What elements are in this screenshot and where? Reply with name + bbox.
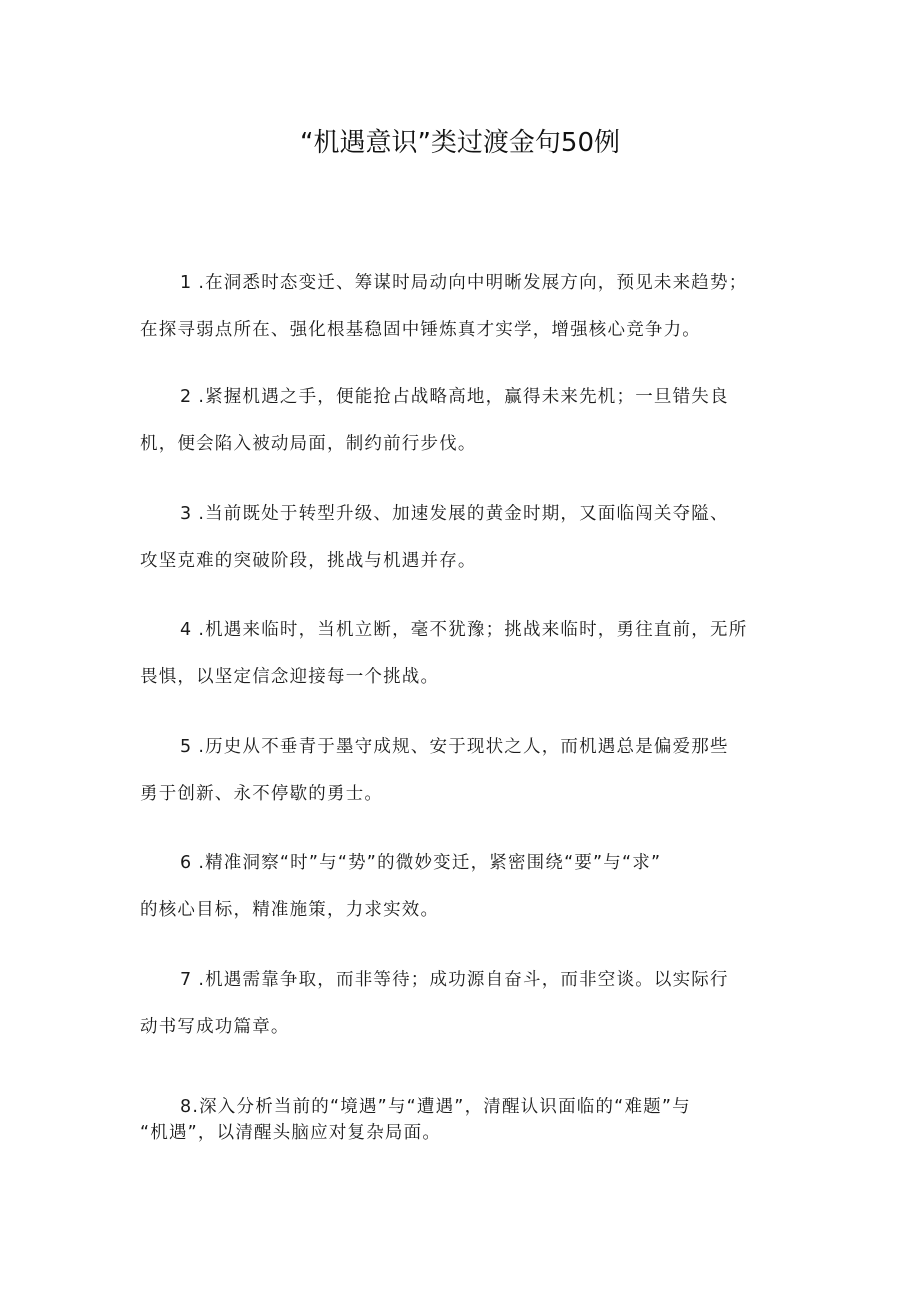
item-number: 2 bbox=[180, 387, 193, 407]
item-separator: . bbox=[198, 620, 206, 640]
item-text-line-2: “机遇”，以清醒头脑应对复杂局面。 bbox=[140, 1123, 442, 1143]
item-text-line-1: 紧握机遇之手，便能抢占战略高地，赢得未来先机；一旦错失良 bbox=[205, 387, 729, 407]
item-text-line-1: 精准洞察“时”与“势”的微妙变迁，紧密围绕“要”与“求” bbox=[205, 853, 662, 873]
item-line-1 bbox=[140, 1097, 790, 1117]
list-item bbox=[140, 387, 790, 454]
item-text-line-2: 攻坚克难的突破阶段，挑战与机遇并存。 bbox=[140, 551, 477, 571]
item-line-1 bbox=[140, 620, 790, 640]
item-number: 3 bbox=[180, 504, 193, 524]
item-separator: . bbox=[198, 853, 206, 873]
item-line-1 bbox=[140, 853, 790, 873]
item-separator: . bbox=[192, 1097, 200, 1117]
item-text-line-2: 在探寻弱点所在、强化根基稳固中锤炼真才实学，增强核心竞争力。 bbox=[140, 320, 701, 340]
item-text-line-1: 深入分析当前的“境遇”与“遭遇”，清醒认识面临的“难题”与 bbox=[199, 1097, 691, 1117]
item-text-line-2: 动书写成功篇章。 bbox=[140, 1017, 290, 1037]
list-item bbox=[140, 1097, 790, 1143]
list-item bbox=[140, 970, 790, 1037]
item-text-line-1: 当前既处于转型升级、加速发展的黄金时期，又面临闯关夺隘、 bbox=[205, 504, 729, 524]
list-item bbox=[140, 737, 790, 804]
item-line-1 bbox=[140, 970, 790, 990]
item-separator: . bbox=[198, 737, 206, 757]
item-line-1 bbox=[140, 737, 790, 757]
item-text-line-1: 在洞悉时态变迁、筹谋时局动向中明晰发展方向，预见未来趋势； bbox=[205, 273, 748, 293]
item-number: 5 bbox=[180, 737, 193, 757]
item-number: 8 bbox=[180, 1097, 193, 1117]
list-item bbox=[140, 620, 790, 687]
item-number: 4 bbox=[180, 620, 193, 640]
item-separator: . bbox=[198, 273, 206, 293]
item-text-line-2: 勇于创新、永不停歇的勇士。 bbox=[140, 784, 384, 804]
item-number: 6 bbox=[180, 853, 193, 873]
item-separator: . bbox=[198, 504, 206, 524]
list-item bbox=[140, 853, 790, 920]
item-text-line-1: 历史从不垂青于墨守成规、安于现状之人，而机遇总是偏爱那些 bbox=[205, 737, 729, 757]
list-item bbox=[140, 504, 790, 571]
item-number: 7 bbox=[180, 970, 193, 990]
list-item bbox=[140, 273, 790, 340]
item-separator: . bbox=[198, 970, 206, 990]
item-text-line-2: 机，便会陷入被动局面，制约前行步伐。 bbox=[140, 434, 477, 454]
item-line-1 bbox=[140, 273, 790, 293]
item-number: 1 bbox=[180, 273, 193, 293]
item-separator: . bbox=[198, 387, 206, 407]
item-text-line-2: 畏惧，以坚定信念迎接每一个挑战。 bbox=[140, 667, 440, 687]
item-line-1 bbox=[140, 504, 790, 524]
item-line-1 bbox=[140, 387, 790, 407]
document-title: “机遇意识”类过渡金句50例 bbox=[299, 128, 621, 158]
item-text-line-1: 机遇需靠争取，而非等待；成功源自奋斗，而非空谈。以实际行 bbox=[205, 970, 729, 990]
item-text-line-1: 机遇来临时，当机立断，毫不犹豫；挑战来临时，勇往直前，无所 bbox=[205, 620, 748, 640]
item-text-line-2: 的核心目标，精准施策，力求实效。 bbox=[140, 900, 440, 920]
